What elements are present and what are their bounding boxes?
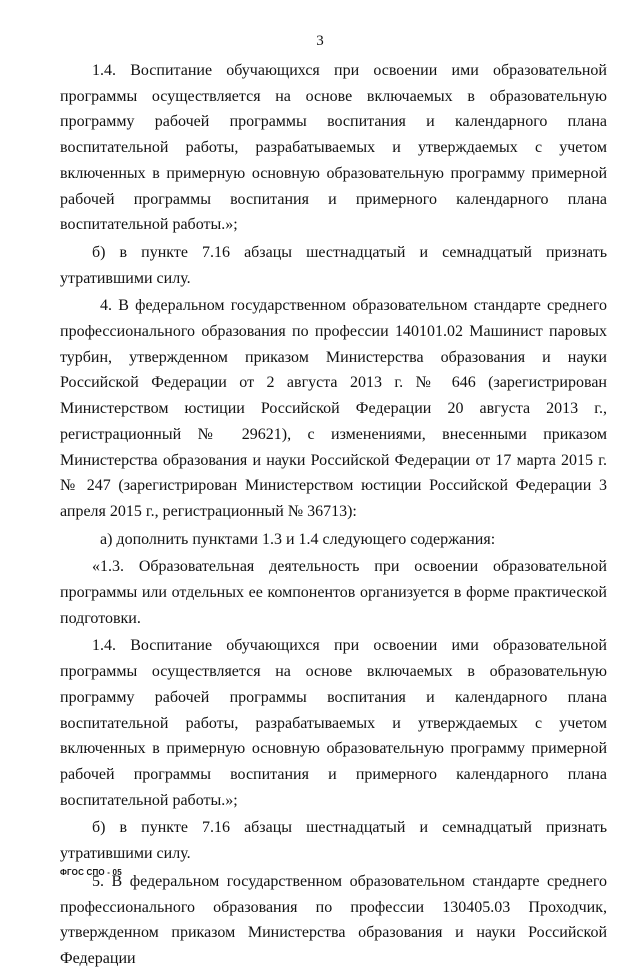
footer-code: ФГОС СПО - 05 bbox=[60, 868, 122, 877]
paragraph-1-4-upbringing: 1.4. Воспитание обучающихся при освоении ими образовательной программы осуществляется на основе включаемых в образовательную программу рабочей программы воспитания и календарного плана воспитательной работы, разрабатываемых и утверждаемых с учетом включенных в примерную основную образовательную программу примерной рабочей программы воспитания и примерного календарного плана воспитательной работы.»; bbox=[60, 62, 607, 234]
paragraph-4-steam-turbine-operator: 4. В федеральном государственном образовательном стандарте среднего профессионального образования по профессии 140101.02 Машинист паровых турбин, утвержденном приказом Министерства образования и науки Российской Федерации от 2 августа 2013 г. № 646 (зарегистрирован Министерством юстиции Российской Федерации 20 августа 2013 г., регистрационный № 29621), с изменениями, внесенными приказом Министерства образования и науки Российской Федерации от 17 марта 2015 г. № 247 (зарегистрирован Министерством юстиции Российской Федерации 3 апреля 2015 г., регистрационный № 36713): bbox=[60, 297, 607, 520]
paragraph-a-add-points: а) дополнить пунктами 1.3 и 1.4 следующего содержания: bbox=[100, 530, 496, 548]
page-number: 3 bbox=[316, 33, 324, 49]
paragraph-5-tunneler: 5. В федеральном государственном образовательном стандарте среднего профессионального образования по профессии 130405.03 Проходчик, утвержденном приказом Министерства образования и науки Российской Федерации bbox=[60, 872, 607, 967]
paragraph-b-7-16-repeat: б) в пункте 7.16 абзацы шестнадцатый и семнадцатый признать утратившими силу. bbox=[60, 819, 607, 863]
paragraph-b-7-16: б) в пункте 7.16 абзацы шестнадцатый и семнадцатый признать утратившими силу. bbox=[60, 243, 607, 287]
document-body bbox=[60, 58, 607, 972]
paragraph-1-3-practical-training: «1.3. Образовательная деятельность при освоении образовательной программы или отдельных ее компонентов организуется в форме практической подготовки. bbox=[60, 558, 607, 627]
paragraph-1-4-upbringing-repeat: 1.4. Воспитание обучающихся при освоении ими образовательной программы осуществляется на основе включаемых в образовательную программу рабочей программы воспитания и календарного плана воспитательной работы, разрабатываемых и утверждаемых с учетом включенных в примерную основную образовательную программу примерной рабочей программы воспитания и примерного календарного плана воспитательной работы.»; bbox=[60, 637, 607, 809]
